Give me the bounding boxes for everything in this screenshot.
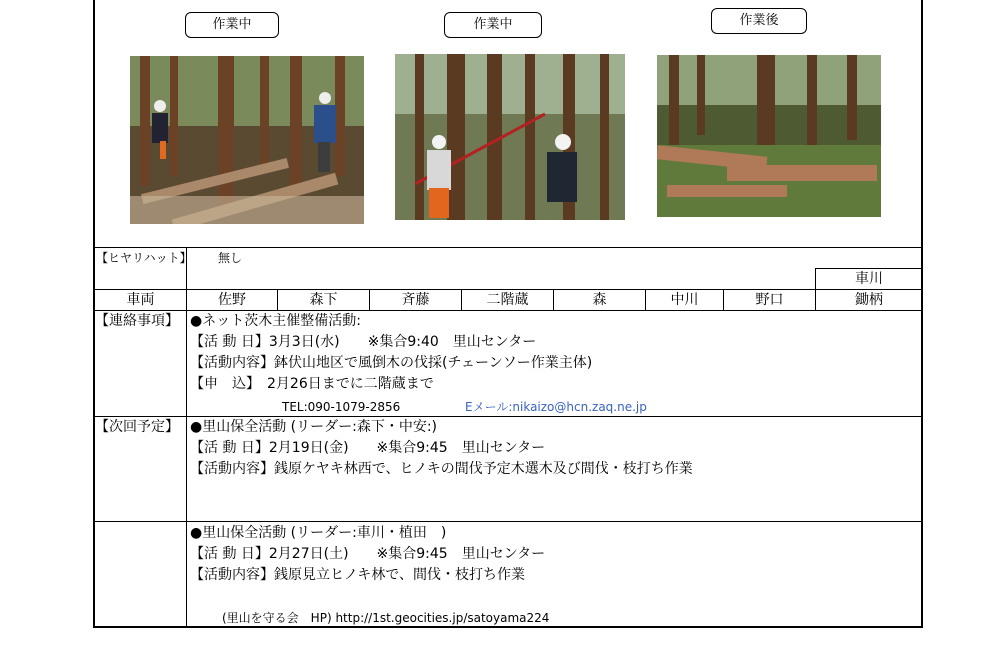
notice-line: 【活 動 日】3月3日(水) ※集合9:40 里山センター [190,334,537,350]
photo-caption-2: 作業中 [444,12,542,38]
work-photo-2 [395,54,625,220]
work-photo-1 [130,56,364,224]
next2-line: 【活 動 日】2月27日(土) ※集合9:45 里山センター [190,546,546,562]
notice-line: 【申 込】 2月26日までに二階蔵まで [190,376,434,392]
hiyari-label: 【ヒヤリハット】 [96,251,192,265]
photo-caption-1: 作業中 [185,12,279,38]
member-name: 森下 [309,292,338,308]
notice-email-link[interactable]: Eメール:nikaizo@hcn.zaq.ne.jp [465,400,647,414]
next2-line: ●里山保全活動 (リーダー:車川・植田 ) [190,525,447,541]
member-name: 斉藤 [401,292,430,308]
member-name: 中川 [670,292,699,308]
member-name: 二階蔵 [486,292,529,308]
member-name: 野口 [755,292,784,308]
next-line: 【活 動 日】2月19日(金) ※集合9:45 里山センター [190,440,546,456]
next-line: 【活動内容】銭原ケヤキ林西で、ヒノキの間伐予定木選木及び間伐・枝打ち作業 [190,461,693,477]
next-line: ●里山保全活動 (リーダー:森下・中安:) [190,419,438,435]
homepage-link[interactable]: (里山を守る会 HP) http://1st.geocities.jp/satoyama224 [222,611,550,625]
member-name-top: 車川 [855,271,883,287]
work-photo-3 [657,55,881,217]
member-name: 森 [592,292,607,308]
vehicle-header: 車両 [126,292,155,308]
notice-label: 【連絡事項】 [95,313,179,329]
notice-tel: TEL:090-1079-2856 [282,400,401,414]
hiyari-value: 無し [218,251,243,265]
member-name: 佐野 [218,292,246,308]
next-label: 【次回予定】 [95,419,179,435]
rule-next-bottom [93,521,923,522]
member-name-bottom: 鋤柄 [855,292,883,308]
photo-caption-3: 作業後 [711,8,807,34]
next2-line: 【活動内容】銭原見立ヒノキ林で、間伐・枝打ち作業 [190,567,526,583]
notice-line: 【活動内容】鉢伏山地区で風倒木の伐採(チェーンソー作業主体) [190,355,593,371]
notice-line: ●ネット茨木主催整備活動: [190,313,361,329]
